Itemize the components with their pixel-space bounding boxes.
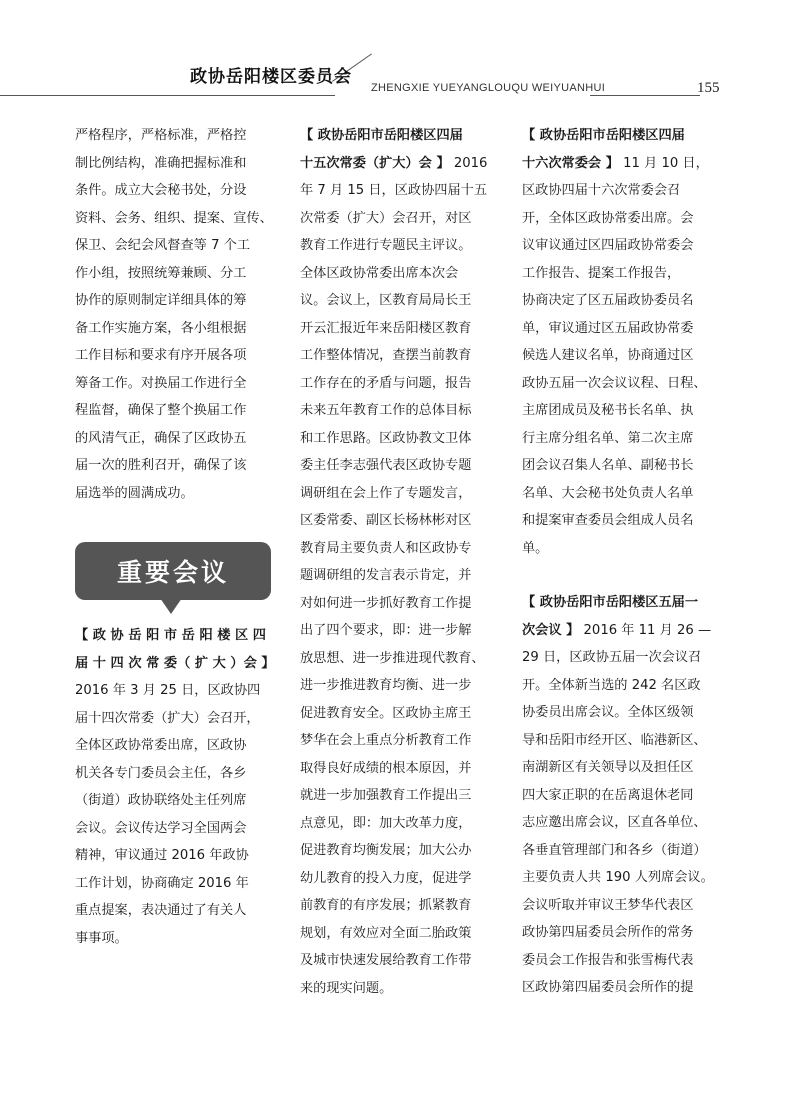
column-2 [300,122,505,1002]
text-line: 教育局主要负责人和区政协专 [300,540,472,556]
text-line: 重点提案，表决通过了有关人 [75,903,247,918]
text-line: 29 日，区政协五届一次会议召 [522,650,702,665]
text-line: 对如何进一步抓好教育工作提 [300,595,472,611]
text-line: 协委员出席会议。全体区级领 [522,705,694,720]
text-line: 程监督，确保了整个换届工作 [75,403,247,418]
text-line: 促进教育均衡发展；加大公办 [300,843,472,858]
header-subtitle: ZHENGXIE YUEYANGLOUQU WEIYUANHUI [371,82,606,94]
text-line: 议审议通过区四届政协常委会 [522,238,694,253]
header-rule-left [0,95,335,96]
text-line: 教育工作进行专题民主评议。 [300,238,472,253]
text-line: 调研组在会上作了专题发言， [300,485,472,501]
text-line: 工作计划，协商确定 2016 年 [75,875,249,891]
text-line: 筹备工作。对换届工作进行全 [75,375,247,391]
text-line: 开，全体区政协常委出席。会 [522,210,694,226]
text-line: 保卫、会纪会风督查等 7 个工 [75,238,251,253]
meeting-heading-15-tail: 2016 [449,155,488,171]
page-header [0,0,805,110]
text-line: 作小组，按照统筹兼顾、分工 [75,265,247,281]
column-1-section [75,622,285,952]
text-line: 幼儿教育的投入力度，促进学 [300,870,472,886]
header-title: 政协岳阳楼区委员会 [190,67,352,87]
text-line: 候选人建议名单，协商通过区 [522,348,694,363]
page-number: 155 [697,80,720,96]
meeting-heading-16-tail: 11 月 10 日， [618,155,709,171]
text-line: 点意见，即：加大改革力度， [300,815,472,831]
meeting-heading-5-1-tail: 2016 年 11 月 26 — [579,622,712,638]
text-line: 工作目标和要求有序开展各项 [75,348,247,363]
section-banner [75,542,271,600]
text-line: 精神，审议通过 2016 年政协 [75,848,249,863]
column-3 [522,122,734,1002]
meeting-heading-15-line2 [300,150,505,178]
text-line: 机关各专门委员会主任，各乡 [75,765,247,781]
text-line: 区委常委、副区长杨林彬对区 [300,513,472,528]
column-1-intro [75,122,285,507]
text-line: 出了四个要求，即：进一步解 [300,623,472,638]
text-line: 团会议召集人名单、副秘书长 [522,458,694,473]
text-line: 制比例结构，准确把握标准和 [75,155,247,171]
meeting-body-16 [522,177,734,562]
text-line: 资料、会务、组织、提案、宣传、 [75,210,273,226]
meeting-body-15 [300,177,505,1002]
text-line: 未来五年教育工作的总体目标 [300,403,472,418]
text-line: 名单、大会秘书处负责人名单 [522,485,694,501]
meeting-heading-16-line1: 【 政协岳阳市岳阳楼区四届 [522,128,685,143]
text-line: 条件。成立大会秘书处，分设 [75,183,247,198]
text-line: 规划，有效应对全面二胎政策 [300,925,472,941]
text-line: 2016 年 3 月 25 日，区政协四 [75,683,261,698]
text-line: 前教育的有序发展；抓紧教育 [300,898,472,913]
text-line: 区政协第四届委员会所作的提 [522,980,694,995]
text-line: 题调研组的发言表示肯定，并 [300,568,472,583]
heading-line: 【 政 协 岳 阳 市 岳 阳 楼 区 四 [75,628,266,643]
text-line: 志应邀出席会议，区直各单位、 [522,815,707,830]
text-line: 政协五届一次会议议程、日程、 [522,375,707,391]
text-line: 委主任李志强代表区政协专题 [300,458,472,473]
text-line: 开。全体新当选的 242 名区政 [522,677,701,693]
text-line: 全体区政协常委出席，区政协 [75,738,247,753]
banner-pointer-icon [160,598,182,614]
text-line: 的风清气正，确保了区政协五 [75,430,247,446]
text-line: 主席团成员及秘书长名单、执 [522,403,694,418]
text-line: 工作整体情况，查摆当前教育 [300,348,472,363]
text-line: 开云汇报近年来岳阳楼区教育 [300,320,472,336]
text-line: 备工作实施方案，各小组根据 [75,320,247,336]
text-line: 南湖新区有关领导以及担任区 [522,760,694,775]
meeting-body-14 [75,677,285,952]
text-line: 会议听取并审议王梦华代表区 [522,897,694,913]
meeting-heading-5-1-line2 [522,617,734,645]
text-line: 工作存在的矛盾与问题，报告 [300,375,472,391]
text-line: 及城市快速发展给教育工作带 [300,953,472,968]
text-line: 促进教育安全。区政协主席王 [300,705,472,721]
meeting-body-5-1 [522,644,734,1002]
text-line: 届一次的胜利召开，确保了该 [75,458,247,473]
text-line: 各垂直管理部门和各乡（街道） [522,842,707,858]
text-line: 政协第四届委员会所作的常务 [522,925,694,940]
text-line: 事事项。 [75,930,128,946]
meeting-heading-15-line1: 【 政协岳阳市岳阳楼区四届 [300,128,463,143]
text-line: 导和岳阳市经开区、临港新区、 [522,732,707,748]
text-line: 来的现实问题。 [300,980,393,996]
text-line: （街道）政协联络处主任列席 [75,793,247,808]
text-line: 议。会议上，区教育局局长王 [300,293,472,308]
text-line: 取得良好成绩的根本原因，并 [300,760,472,776]
section-banner-label: 重要会议 [116,558,229,587]
text-line: 主要负责人共 190 人列席会议。 [522,870,714,885]
meeting-heading-16-title: 十六次常委会 】 [522,155,619,171]
header-rule-right [590,95,700,96]
text-line: 届选举的圆满成功。 [75,485,194,501]
text-line: 协商决定了区五届政协委员名 [522,293,694,308]
text-line: 严格程序，严格标准，严格控 [75,128,247,143]
section-gap [522,562,734,589]
text-line: 进一步推进教育均衡、进一步 [300,678,472,693]
text-line: 放思想、进一步推进现代教育、 [300,650,485,666]
text-line: 和提案审查委员会组成人员名 [522,513,694,528]
meeting-heading-5-1-line1: 【 政协岳阳市岳阳楼区五届一 [522,595,699,610]
text-line: 区政协四届十六次常委会召 [522,183,681,198]
meeting-heading-15-title: 十五次常委（扩大）会 】 [300,155,450,171]
text-line: 届十四次常委（扩大）会召开， [75,710,260,726]
text-line: 就进一步加强教育工作提出三 [300,788,472,803]
text-line: 单，审议通过区五届政协常委 [522,320,694,336]
text-line: 委员会工作报告和张雪梅代表 [522,952,694,968]
text-line: 年 7 月 15 日，区政协四届十五 [300,183,488,198]
heading-line: 届 十 四 次 常 委（ 扩 大 ）会 】 [75,655,275,671]
meeting-heading-16-line2 [522,150,734,178]
text-line: 协作的原则制定详细具体的筹 [75,293,247,308]
text-line: 工作报告、提案工作报告， [522,265,681,281]
meeting-heading-5-1-title: 次会议 】 [522,622,580,638]
column-1 [75,122,285,507]
text-line: 全体区政协常委出席本次会 [300,265,459,281]
text-line: 行主席分组名单、第二次主席 [522,430,694,446]
text-line: 四大家正职的在岳离退休老同 [522,787,694,803]
text-line: 次常委（扩大）会召开，对区 [300,210,472,226]
meeting-heading-14 [75,622,285,677]
text-line: 单。 [522,540,549,556]
text-line: 会议。会议传达学习全国两会 [75,820,247,836]
text-line: 和工作思路。区政协教文卫体 [300,430,472,446]
text-line: 梦华在会上重点分析教育工作 [300,733,472,748]
